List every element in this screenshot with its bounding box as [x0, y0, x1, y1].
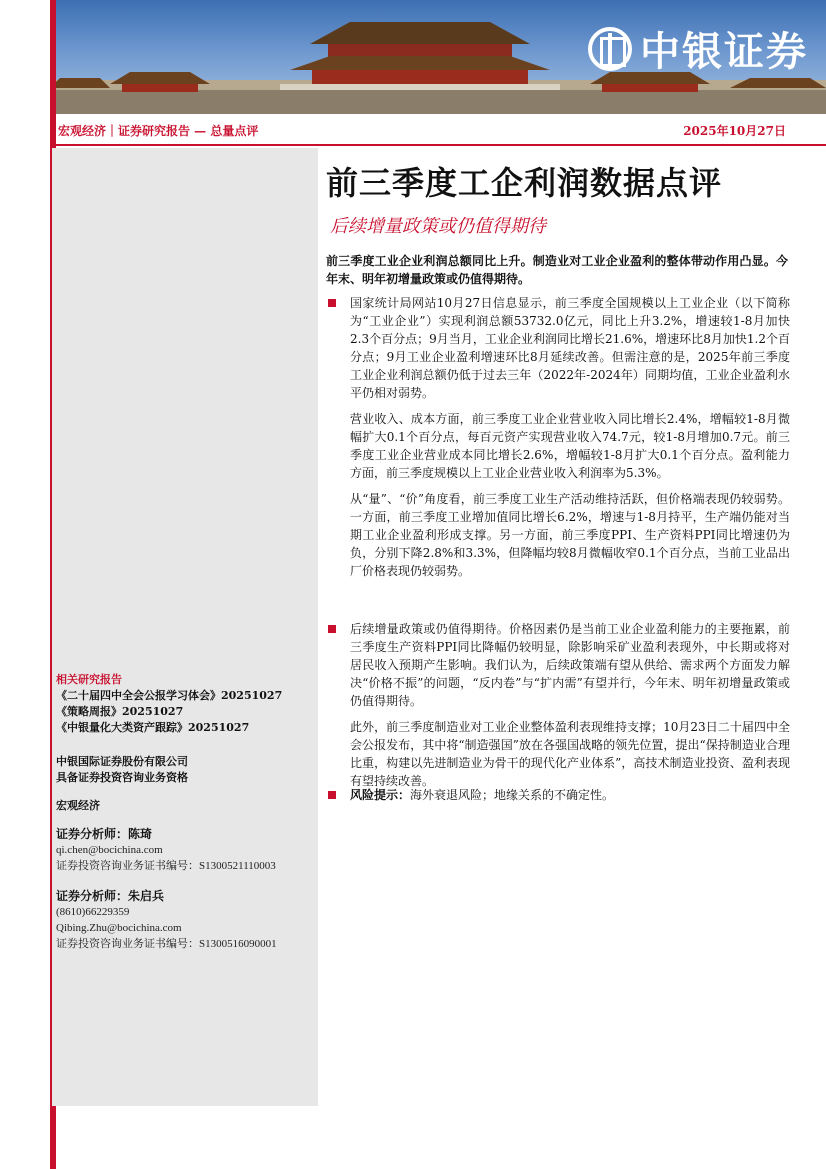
report-category: 宏观经济｜证券研究报告 — 总量点评 [58, 124, 259, 138]
subheader [50, 114, 826, 146]
brand-name: 中银证券 [640, 29, 808, 75]
square-bullet-icon [328, 791, 336, 799]
firm-qualification: 具备证券投资咨询业务资格 [56, 771, 188, 784]
bullet-item [326, 294, 790, 402]
analyst-name: 证券分析师：朱启兵 [56, 889, 165, 903]
analyst-block [56, 888, 314, 952]
analyst-name: 证券分析师：陈琦 [56, 827, 153, 841]
page-margin [0, 0, 50, 1169]
bullet-section-2 [326, 620, 790, 790]
related-report-item[interactable]: 《二十届四中全会公报学习体会》20251027 [56, 689, 283, 702]
page-title: 前三季度工企利润数据点评 [326, 164, 723, 202]
bullet-text: 国家统计局网站10月27日信息显示，前三季度全国规模以上工业企业（以下简称为“工业企业”）实现利润总额53732.0亿元，同比上升3.2%，增速较1-8月加快2.3个百分点；9月当月，工业企业利润同比增长21.6%，增速环比8月加快1.2个百分点；9月工业企业盈利增速环比8月延续改善。但需注意的是，2025年前三季度工业企业利润总额仍低于过去三年（2022年-2024年）同期均值，工业企业盈利水平仍相对弱势。 [350, 296, 790, 400]
report-date: 2025年10月27日 [683, 124, 786, 138]
firm-name: 中银国际证券股份有限公司 [56, 755, 188, 768]
sidebar-section: 宏观经济 [56, 799, 100, 812]
bank-logo-icon [588, 27, 632, 71]
bullet-section-1 [326, 294, 790, 580]
analyst-phone: (8610)66229359 [56, 906, 130, 918]
header-banner [50, 0, 826, 114]
analyst-license: 证券投资咨询业务证书编号：S1300521110003 [56, 860, 276, 872]
related-report-item[interactable]: 《中银量化大类资产跟踪》20251027 [56, 721, 250, 734]
body-paragraph: 从“量”、“价”角度看，前三季度工业生产活动维持活跃，但价格端表现仍较弱势。一方面，前三季度工业增加值同比增长6.2%，增速与1-8月持平，生产端仍能对当期工业企业盈利形成支撑。另一方面，前三季度PPI、生产资料PPI同比增速仍为负，分别下降2.8%和3.3%，但降幅均较8月微幅收窄0.1个百分点，当前工业品出厂价格表现仍较弱势。 [350, 492, 790, 578]
analyst-license: 证券投资咨询业务证书编号：S1300516090001 [56, 938, 277, 950]
summary-paragraph: 前三季度工业企业利润总额同比上升。制造业对工业企业盈利的整体带动作用凸显。今年末、明年初增量政策或仍值得期待。 [326, 254, 788, 286]
sidebar-panel [52, 148, 318, 1106]
bullet-section-3 [326, 786, 790, 804]
risk-text: 海外衰退风险；地缘关系的不确定性。 [410, 788, 615, 802]
sidebar-content [56, 672, 314, 952]
body-paragraph: 营业收入、成本方面，前三季度工业企业营业收入同比增长2.4%，增幅较1-8月微幅扩大0.1个百分点，每百元资产实现营业收入74.7元，较1-8月增加0.7元。前三季度工业企业营业成本同比增长2.6%，增幅较1-8月扩大0.1个百分点。盈利能力方面，前三季度规模以上工业企业营业收入利润率为5.3%。 [350, 412, 790, 480]
analyst-email[interactable]: Qibing.Zhu@bocichina.com [56, 922, 182, 934]
body-paragraph: 此外，前三季度制造业对工业企业整体盈利表现维持支撑；10月23日二十届四中全会公报发布，其中将“制造强国”放在各强国战略的领先位置，提出“保持制造业合理比重，构建以先进制造业为骨干的现代化产业体系”，高技术制造业投资、盈利表现有望持续改善。 [350, 720, 790, 788]
bullet-item [326, 786, 790, 804]
risk-label: 风险提示： [350, 788, 411, 802]
bullet-item [326, 620, 790, 710]
bullet-text: 后续增量政策或仍值得期待。价格因素仍是当前工业企业盈利能力的主要拖累，前三季度生产资料PPI同比降幅仍较明显，除影响采矿业盈利表现外，中长期或将对居民收入预期产生影响。我们认为，后续政策端有望从供给、需求两个方面发力解决“价格不振”的问题，“反内卷”与“扩内需”有望并行，今年末、明年初增量政策或仍值得期待。 [350, 622, 790, 708]
brand-logo [588, 20, 808, 77]
square-bullet-icon [328, 299, 336, 307]
related-report-item[interactable]: 《策略周报》20251027 [56, 705, 184, 718]
related-reports-title: 相关研究报告 [56, 673, 122, 686]
page-subtitle: 后续增量政策或仍值得期待 [330, 216, 546, 237]
analyst-email[interactable]: qi.chen@bocichina.com [56, 844, 163, 856]
square-bullet-icon [328, 625, 336, 633]
analyst-block [56, 826, 314, 874]
